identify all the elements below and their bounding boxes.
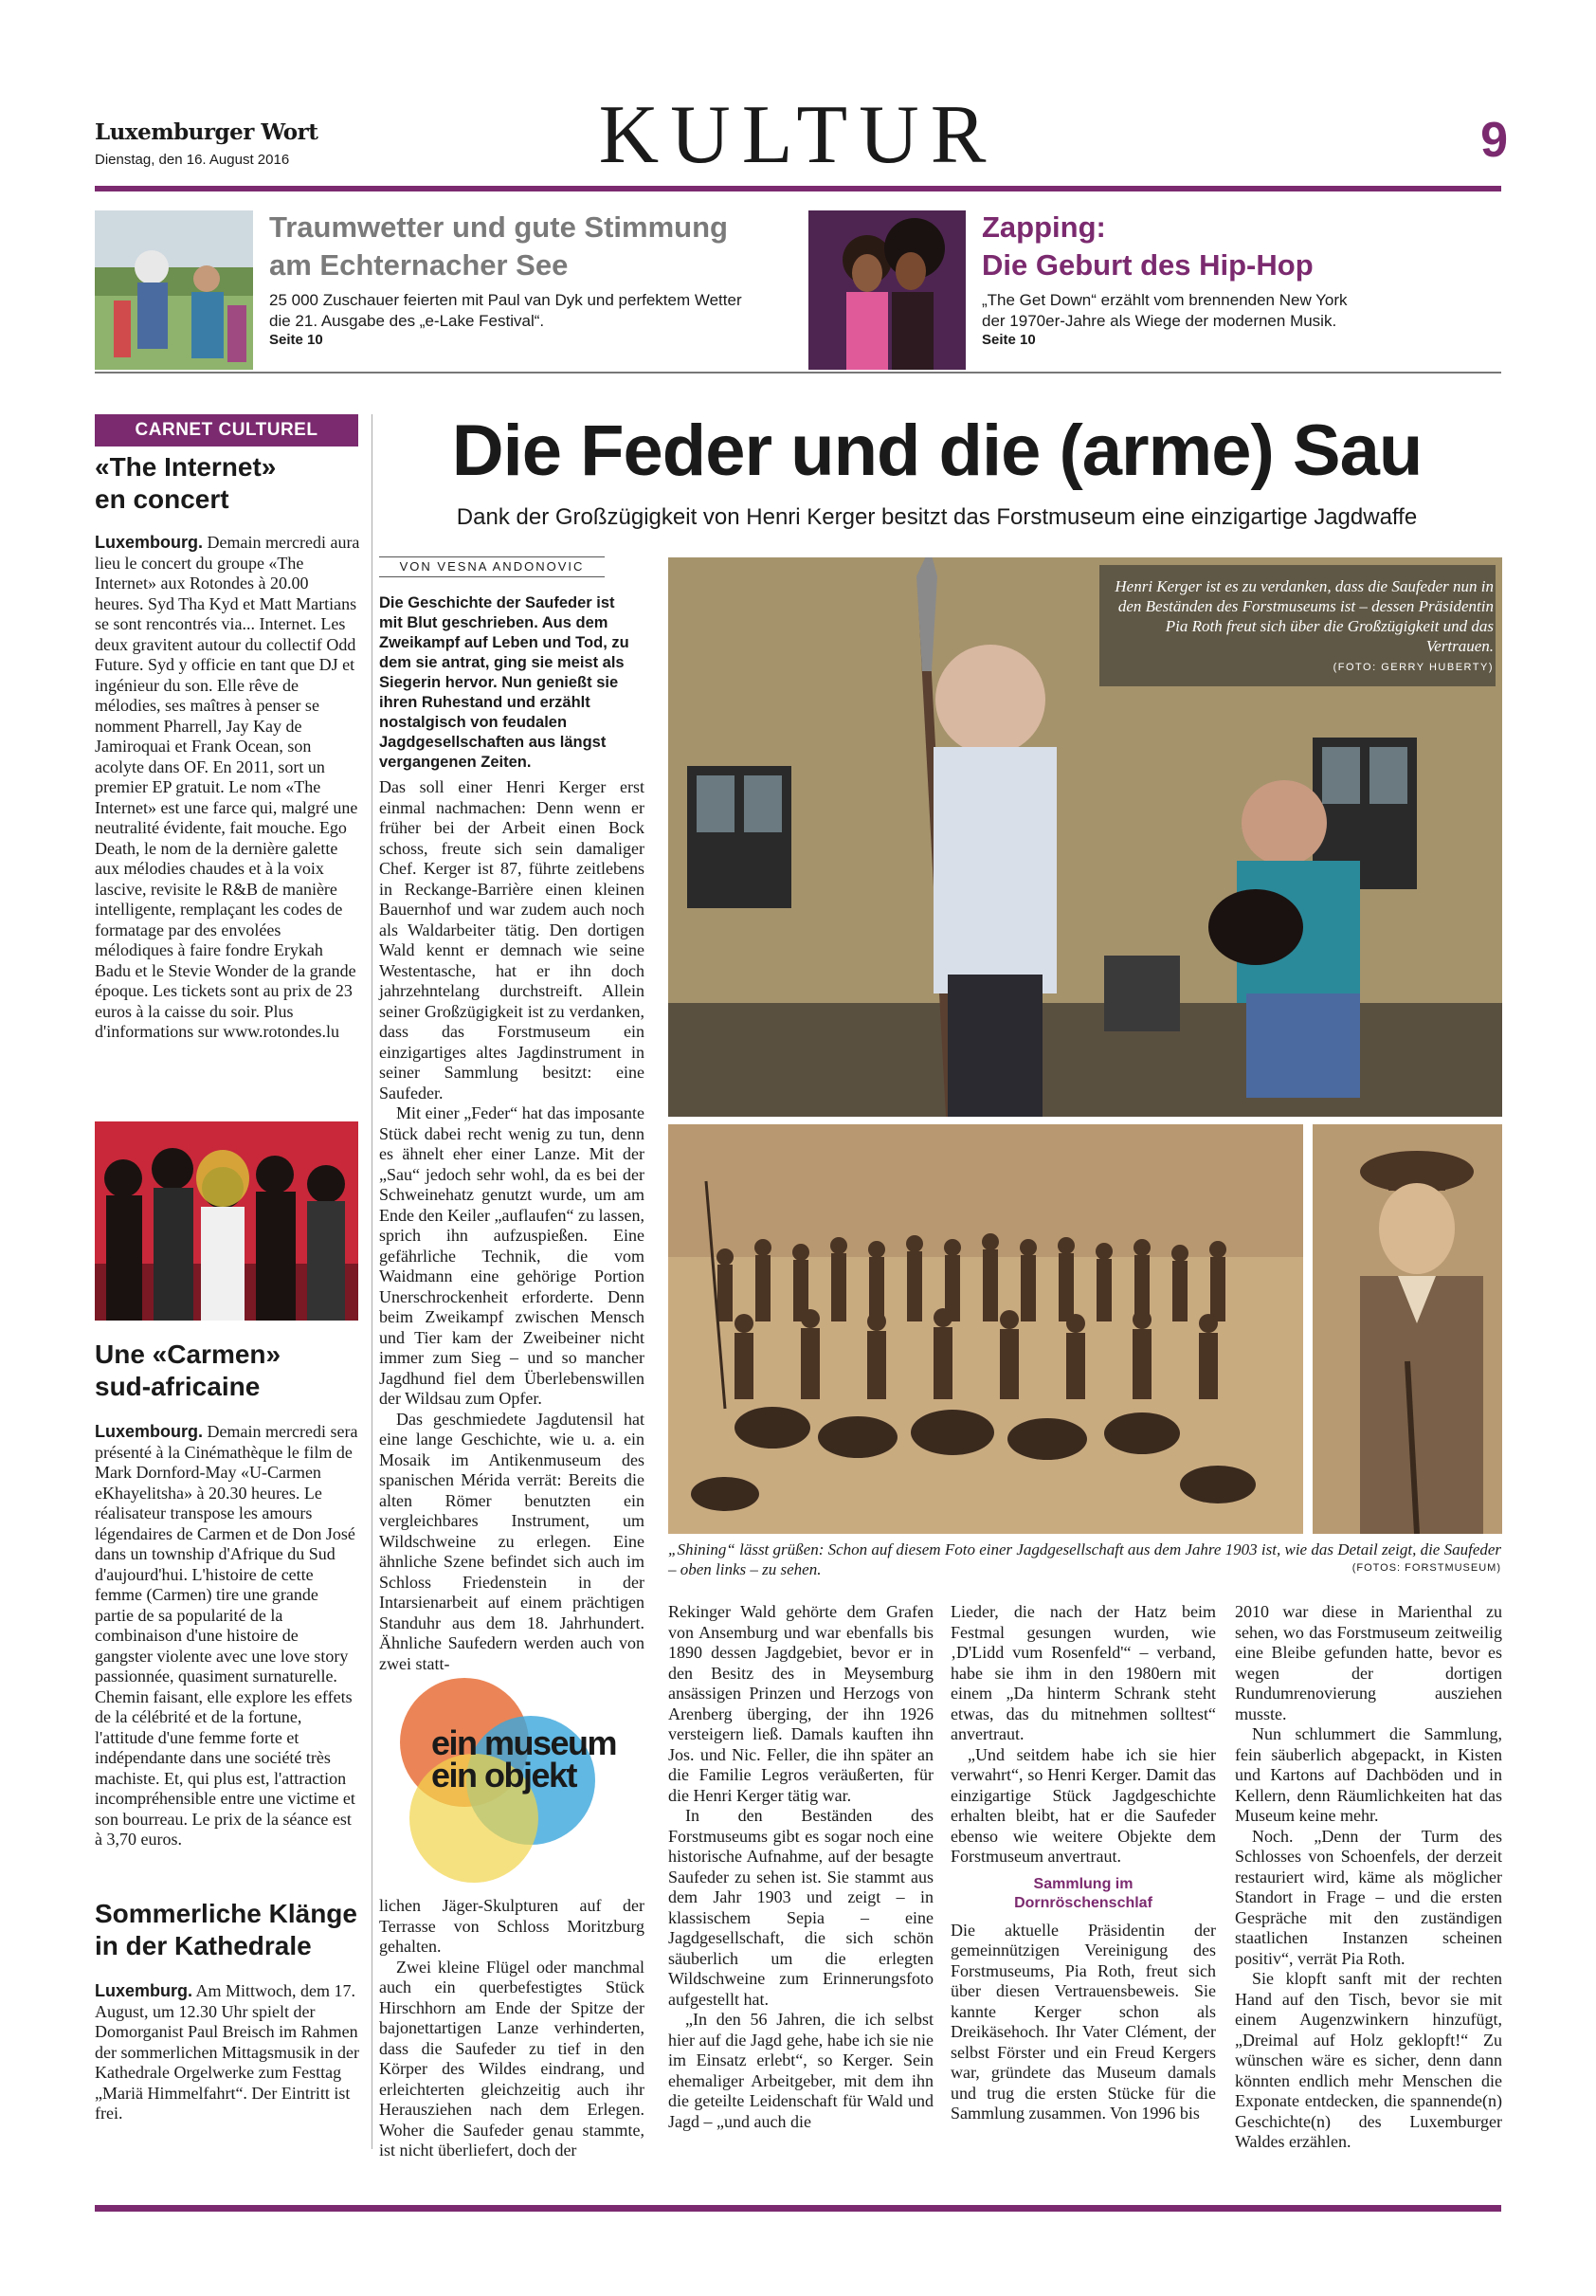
issue-date: Dienstag, den 16. August 2016: [95, 152, 290, 168]
teaser-1-text-line2: die 21. Ausgabe des „e-Lake Festival“.: [269, 312, 545, 330]
carnet-item-3-body: [95, 1981, 360, 2124]
photo-caption-bottom: „Shining“ lässt grüßen: Schon auf diesem Foto einer Jagdgesellschaft aus dem Jahre 1903 ist, wie das Detail zeigt, die Saufeder – oben links – zu sehen.: [668, 1540, 1502, 1578]
article-subhead-line1: Sammlung im: [1033, 1875, 1134, 1892]
article-paragraph: Nun schlummert die Sammlung, fein säuberlich abgepackt, in Kisten und Kartons auf Dachböden und in Kellern, denn Räumlichkeiten hat das Museum keine mehr.: [1235, 1724, 1502, 1825]
article-paragraph: In den Beständen des Forstmuseums gibt es sogar noch eine historische Aufnahme, auf der besagte Saufeder zu sehen ist. Sie stammt aus dem Jahr 1903 und zeigt – in klassischem Sepia – eine Jagdgesellschaft, die sich schön säuberlich um die erlegten Wildschweine zum Erinnerungsfoto aufgestellt hat.: [668, 1806, 934, 2009]
article-paragraph: Die aktuelle Präsidentin der gemeinnützigen Vereinigung des Forstmuseums, Pia Roth, freut sich über diesen Vertrauensbeweis. Sie kannte Kerger schon als Dreikäsehoch. Ihr Vater Clément, der selbst Förster und ein Freud Kergers war, gründete das Museum damals und trug die ersten Stücke für die Sammlung zusammen. Von 1996 bis: [951, 1920, 1216, 2123]
carnet-item-3-title: [95, 1898, 360, 1962]
article-subheadline: Dank der Großzügigkeit von Henri Kerger besitzt das Forstmuseum eine einzigartige Jagdwaffe: [456, 504, 1418, 530]
article-paragraph: Rekinger Wald gehörte dem Grafen von Ansemburg und war ebenfalls bis 1890 dessen Jagdgebiet, bevor er in den Besitz des in Meysemburg ansässigen Prinzen und Herzogs von Arenberg überging, der ihn 1926 versteigern ließ. Damals kauften ihn Jos. und Nic. Feller, die ihn später an die Familie Legros veräußerten, für die Henri Kerger tätig war.: [668, 1602, 934, 1805]
logo-text-line1: ein museum: [431, 1723, 617, 1762]
teaser-1-page-ref[interactable]: Seite 10: [269, 332, 323, 348]
teaser-1-title-line1: Traumwetter und gute Stimmung: [269, 210, 728, 244]
carnet-item-3-title-line1: Sommerliche Klänge: [95, 1899, 357, 1928]
article-paragraph: lichen Jäger-Skulpturen auf der Terrasse von Schloss Moritzburg gehalten.: [379, 1896, 644, 1956]
photo-caption-top: Henri Kerger ist es zu verdanken, dass die Saufeder nun in den Beständen des Forstmuseums ist – dessen Präsidentin Pia Roth freut sich über die Großzügigkeit und das Vertrauen.: [1115, 577, 1494, 655]
teaser-hiphop-photo[interactable]: [808, 210, 966, 370]
carnet-item-1-title-line2: en concert: [95, 484, 229, 514]
section-title: KULTUR: [598, 89, 998, 181]
article-subhead: [951, 1875, 1216, 1913]
hunting-party-1903-photo: [668, 1124, 1303, 1534]
teaser-1-text: [269, 290, 819, 332]
teaser-2-title-line1: Zapping:: [982, 210, 1106, 244]
teaser-1-title[interactable]: [269, 209, 809, 284]
article-column-3: [951, 1602, 1216, 2124]
carnet-item-2-text: Demain mercredi sera présenté à la Cinémathèque le film de Mark Dornford-May «U-Carmen eKhayelitsha» à 20.30 heures. Le réalisateur transpose les amours légendaires de Carmen et de Don José dans un township d'Afrique du Sud d'aujourd'hui. L'histoire de cette femme (Carmen) tire une grande partie de sa popularité de la combinaison d'une histoire de gangster violente avec une love story passionnée, quasiment surnaturelle. Chemin faisant, elle explore les effets de la célébrité et de la fortune, l'attitude d'une femme forte et indépendante dans une société très machiste. Et, qui plus est, l'attraction incompréhensible entre une victime et son bourreau. Le prix de la séance est à 3,70 euros.: [95, 1422, 358, 1849]
article-column-4: [1235, 1602, 1502, 2153]
carnet-item-3-text: Am Mittwoch, dem 17. August, um 12.30 Uhr spielt der Domorganist Paul Breisch im Rahmen der sommerlichen Mittagsmusik in der Kathedrale Orgelwerke zum Festtag „Mariä Himmelfahrt“. Der Eintritt ist frei.: [95, 1981, 359, 2123]
teaser-1-title-line2: am Echternacher See: [269, 248, 569, 282]
article-column-2: [668, 1602, 934, 2132]
carnet-item-2-place: Luxembourg.: [95, 1422, 204, 1441]
article-paragraph: Zwei kleine Flügel oder manchmal auch ein querbefestigtes Stück Hirschhorn am Ende der Spitze der bajonettartigen Lanze verhinderten, dass die Saufeder zu tief in den Körper des Wildes eindrang, und erleichterten gleichzeitig auch ihr Herausziehen nach dem Erlegen. Woher die Saufeder genau stammte, ist nicht überliefert, doch der: [379, 1957, 644, 2159]
article-paragraph: Mit einer „Feder“ hat das imposante Stück dabei recht wenig zu tun, denn es ähnelt eher einer Lanze. Mit der „Sau“ jedoch sehr wohl, da es bei der Schweinehatz genutzt wurde, um am Ende den Keiler „auflaufen“ zu lassen, sprich ihn aufzuspießen. Eine gefährliche Technik, die vom Waidmann eine gehörige Portion Unerschrockenheit erforderte. Denn beim Zweikampf zwischen Mensch und Tier kam der Zweibeiner nicht immer zum Sieg – und so mancher Jagdhund fiel dem Überlebenswillen der Wildsau zum Opfer.: [379, 1103, 644, 1408]
article-column-1: [379, 777, 644, 1674]
teaser-2-title[interactable]: [982, 209, 1494, 284]
article-subhead-line2: Dornröschenschlaf: [1014, 1894, 1152, 1911]
header-rule: [95, 186, 1501, 191]
carnet-item-2-title-line1: Une «Carmen»: [95, 1339, 281, 1369]
article-paragraph: „In den 56 Jahren, die ich selbst hier auf die Jagd gehe, habe ich sie nie im Einsatz erlebt“, so Kerger. Sein ehemaliger Arbeitgeber, mit dem ihn die geteilte Leidenschaft für Wald und Jagd – „und auch die: [668, 2010, 934, 2131]
teaser-2-page-ref[interactable]: Seite 10: [982, 332, 1036, 348]
article-column-1b: [379, 1896, 644, 2161]
photo-credit-top: (FOTO: GERRY HUBERTY): [1333, 662, 1494, 673]
article-paragraph: Noch. „Denn der Turm des Schlosses von Schoenfels, der derzeit restauriert wird, käme als möglicher Standort in Frage – und die ersten Gespräche mit den zuständigen staatlichen Instanzen scheinen positiv“, verrät Pia Roth.: [1235, 1826, 1502, 1968]
carnet-item-1-body: [95, 533, 360, 1043]
article-paragraph: „Und seitdem habe ich sie hier verwahrt“, so Henri Kerger. Damit das einzigartige Stück Jagdgeschichte erhalten bleibt, hat er die Saufeder ebenso wie weitere Objekte dem Forstmuseum anvertraut.: [951, 1744, 1216, 1866]
carnet-item-2-body: [95, 1422, 360, 1850]
carnet-item-1-text: Demain mercredi aura lieu le concert du groupe «The Internet» aux Rotondes à 20.00 heures. Syd Tha Kyd et Matt Martians se sont rencontrés via... Internet. Les deux gravitent autour du collectif Odd Future. Syd y officie en tant que DJ et ingénieur du son. Elle rêve de mélodies, ses maîtres à penser se nomment Pharrell, Jay Kay de Jamiroquai et Frank Ocean, son acolyte dans OF. En 2011, sort un premier EP gratuit. Le nom «The Internet» est une farce qui, malgré une neutralité évidente, fait mouche. Ego Death, le nom de la dernière galette aux mélodies chaudes et à la voix lascive, revisite le R&B de manière intelligente, remplaçant les codes de formatage par des envolées mélodiques à faire fondre Erykah Badu et le Stevie Wonder de la grande époque. Les tickets sont au prix de 23 euros à la caisse du soir. Plus d'informations sur www.rotondes.lu: [95, 533, 360, 1041]
teaser-2-text-line1: „The Get Down“ erzählt vom brennenden New York: [982, 291, 1348, 309]
carnet-item-2-title: [95, 1339, 360, 1403]
article-paragraph: Sie klopft sanft mit der rechten Hand auf den Tisch, bevor sie mit einem Augenzwinkern hinzufügt, „Dreimal auf Holz geklopft!“ Zu wünschen wäre es sicher, denn dann könnten endlich mehr Menschen die Exponate entdecken, die spannende(n) Geschichte(n) des Luxemburger Waldes erzählen.: [1235, 1969, 1502, 2151]
carnet-internet-photo: [95, 1121, 358, 1321]
article-headline: Die Feder und die (arme) Sau: [451, 410, 1423, 491]
carnet-item-1-place: Luxembourg.: [95, 533, 204, 552]
saufeder-detail-photo: [1313, 1124, 1502, 1534]
page-number: 9: [1480, 113, 1508, 168]
article-lead: Die Geschichte der Saufeder ist mit Blut geschrieben. Aus dem Zweikampf auf Leben und Tod, zu dem sie antrat, ging sie meist als Siegerin hervor. Nun genießt sie ihren Ruhestand und erzählt nostalgisch von feudalen Jagdgesellschaften aus längst vergangenen Zeiten.: [379, 594, 629, 771]
article-paragraph: Das geschmiedete Jagdutensil hat eine lange Geschichte, wie u. a. ein Mosaik im Antikenmuseum des spanischen Mérida verrät: Bereits die alten Römer benutzten ein vergleichbares Instrument, um Wildschweine zu erlegen. Eine ähnliche Szene befindet sich auch im Schloss Friedenstein in der Intarsienarbeit auf einem prächtigen Standuhr aus dem 18. Jahrhundert. Ähnliche Saufedern werden auch von zwei statt-: [379, 1409, 644, 1673]
footer-rule: [95, 2205, 1501, 2212]
logo-text-line2: ein objekt: [431, 1756, 577, 1795]
carnet-item-3-title-line2: in der Kathedrale: [95, 1931, 312, 1960]
teaser-2-text-line2: der 1970er-Jahre als Wiege der modernen Musik.: [982, 312, 1337, 330]
carnet-item-1-title-line1: «The Internet»: [95, 452, 277, 482]
article-paragraph: Das soll einer Henri Kerger erst einmal nachmachen: Denn wenn er früher bei der Arbeit einen Bock schoss, freute sich sein damaliger Chef. Kerger ist 87, führte zeitlebens in Reckange-Barrière einen kleinen Bauernhof und war zudem auch noch als Waldarbeiter tätig. Den dortigen Wald kennt er demnach wie seine Westentasche, hat er ihn doch jahrzehntelang durchstreift. Allein seiner Großzügigkeit ist zu verdanken, dass das Forstmuseum ein einzigartiges altes Jagdinstrument in seiner Sammlung besitzt: eine Saufeder.: [379, 777, 644, 1102]
carnet-culturel-label: CARNET CULTUREL: [95, 414, 358, 446]
photo-credit-bottom: (FOTOS: FORSTMUSEUM): [1351, 1562, 1501, 1574]
carnet-item-1-title: [95, 451, 360, 516]
carnet-item-2-title-line2: sud-africaine: [95, 1372, 261, 1401]
article-byline: VON VESNA ANDONOVIC: [379, 556, 605, 577]
teaser-festival-photo[interactable]: [95, 210, 253, 370]
carnet-item-3-place: Luxemburg.: [95, 1981, 193, 2000]
article-paragraph: 2010 war diese in Marienthal zu sehen, wo das Forstmuseum zeitweilig eine Bleibe gefunden hatte, bevor es wegen der dortigen Rundumrenovierung ausziehen musste.: [1235, 1602, 1502, 1723]
teaser-2-title-line2: Die Geburt des Hip-Hop: [982, 248, 1314, 282]
newspaper-logo: Luxemburger Wort: [95, 119, 318, 145]
teaser-rule: [95, 372, 1501, 374]
article-paragraph: Lieder, die nach der Hatz beim Festmal gesungen wurden, wie ‚D'Lidd vum Rosenfeld'“ – verband, habe sie ihm in den 1980ern mit einem „Da hinterm Schrank steht etwas, das du mitnehmen solltest“ anvertraut.: [951, 1602, 1216, 1743]
teaser-1-text-line1: 25 000 Zuschauer feierten mit Paul van Dyk und perfektem Wetter: [269, 291, 742, 309]
teaser-2-text: [982, 290, 1494, 332]
